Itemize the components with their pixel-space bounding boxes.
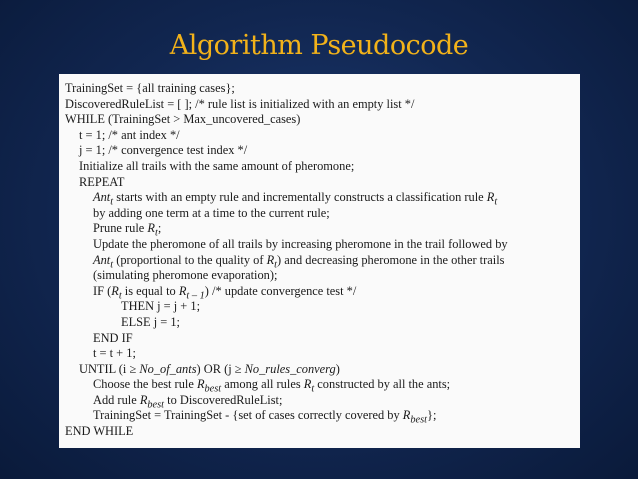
code-line: j = 1; /* convergence test index */ xyxy=(79,143,248,158)
code-line: TrainingSet = TrainingSet - {set of cases correctly covered by $R_{best}$}; xyxy=(93,408,437,426)
code-line: END IF xyxy=(93,330,133,345)
code-line: Ant$_t$ starts with an empty rule and incrementally constructs a classification rule $R_t$ xyxy=(93,190,498,208)
code-line: IF ($R_t$ is equal to $R_{t - 1}$) /* update convergence test */ xyxy=(93,283,357,302)
code-line: Choose the best rule $R_{best}$ among all rules $R_t$ constructed by all the ants; xyxy=(93,377,451,395)
pseudocode-panel xyxy=(59,74,580,448)
code-line: by adding one term at a time to the current rule; xyxy=(93,205,330,220)
code-line: THEN j = j + 1; xyxy=(121,299,201,314)
slide-title: Algorithm Pseudocode xyxy=(169,30,469,61)
code-line: (simulating pheromone evaporation); xyxy=(93,268,278,283)
code-line: REPEAT xyxy=(79,174,125,189)
code-line: WHILE (TrainingSet > Max_uncovered_cases) xyxy=(65,112,301,127)
code-line: t = 1; /* ant index */ xyxy=(79,127,180,142)
code-line: Ant$_t$ (proportional to the quality of $R_t$) and decreasing pheromone in the other trails xyxy=(93,252,505,270)
code-line: t = t + 1; xyxy=(93,346,136,361)
code-line: ELSE j = 1; xyxy=(121,314,180,329)
code-line: END WHILE xyxy=(65,424,134,439)
code-line: Prune rule $R_t$; xyxy=(93,221,162,239)
code-line: Initialize all trails with the same amount of pheromone; xyxy=(79,158,355,173)
code-line: UNTIL (i ≥ No_of_ants) OR (j ≥ No_rules_converg) xyxy=(79,361,340,376)
code-line: DiscoveredRuleList = [ ]; /* rule list is initialized with an empty list */ xyxy=(65,96,415,111)
code-line: TrainingSet = {all training cases}; xyxy=(65,81,235,95)
code-line: Add rule $R_{best}$ to DiscoveredRuleList; xyxy=(93,392,283,411)
code-line: Update the pheromone of all trails by increasing pheromone in the trail followed by xyxy=(93,236,508,251)
